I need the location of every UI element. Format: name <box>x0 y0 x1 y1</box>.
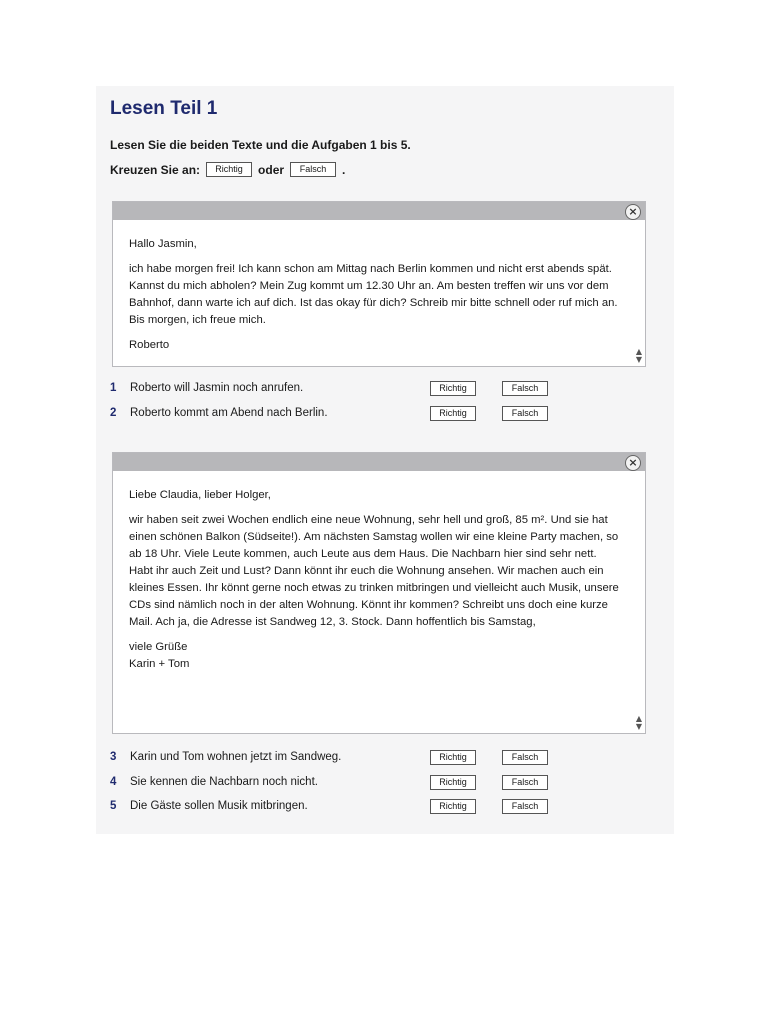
panel-titlebar <box>113 453 645 471</box>
richtig-checkbox[interactable]: Richtig <box>430 406 476 421</box>
question-4 <box>110 774 570 790</box>
richtig-checkbox[interactable]: Richtig <box>430 775 476 790</box>
falsch-sample-chip: Falsch <box>290 162 336 177</box>
message-panel-1 <box>112 201 646 367</box>
question-1 <box>110 380 570 396</box>
instruction-mark <box>110 162 345 177</box>
richtig-checkbox[interactable]: Richtig <box>430 799 476 814</box>
message-text: ich habe morgen frei! Ich kann schon am Mittag nach Berlin kommen und nicht erst abends spät. Kannst du mich abholen? Mein Zug kommt um 12.30 Uhr an. Am besten treffen wir uns vor dem Bahnhof, dann warte ich auf dich. Ist das okay für dich? Schreib mir bitte schnell oder ruf mich an. Bis morgen, ich freue mich. <box>129 263 618 326</box>
message-closing: viele Grüße <box>129 641 188 653</box>
falsch-checkbox[interactable]: Falsch <box>502 406 548 421</box>
falsch-checkbox[interactable]: Falsch <box>502 750 548 765</box>
question-text: Roberto will Jasmin noch anrufen. <box>130 382 304 394</box>
question-5 <box>110 798 570 814</box>
falsch-checkbox[interactable]: Falsch <box>502 775 548 790</box>
question-number: 3 <box>110 751 117 763</box>
richtig-checkbox[interactable]: Richtig <box>430 381 476 396</box>
panel-titlebar <box>113 202 645 220</box>
question-number: 1 <box>110 382 117 394</box>
close-icon[interactable]: × <box>625 204 641 220</box>
question-3 <box>110 749 570 765</box>
question-number: 4 <box>110 776 117 788</box>
question-number: 5 <box>110 800 117 812</box>
question-text: Sie kennen die Nachbarn noch nicht. <box>130 776 318 788</box>
question-number: 2 <box>110 407 117 419</box>
scroll-arrows-icon[interactable]: ▲ ▼ <box>635 347 643 364</box>
question-2 <box>110 405 570 421</box>
question-text: Die Gäste sollen Musik mitbringen. <box>130 800 308 812</box>
close-icon[interactable]: × <box>625 455 641 471</box>
instruction-or: oder <box>258 162 285 177</box>
question-text: Karin und Tom wohnen jetzt im Sandweg. <box>130 751 342 763</box>
message-signature: Karin + Tom <box>129 658 190 670</box>
message-body-1 <box>129 236 619 362</box>
message-signature: Roberto <box>129 339 170 351</box>
message-greeting: Liebe Claudia, lieber Holger, <box>129 489 271 501</box>
message-panel-2 <box>112 452 646 734</box>
instruction-text: Lesen Sie die beiden Texte und die Aufgaben 1 bis 5. <box>110 138 411 152</box>
message-greeting: Hallo Jasmin, <box>129 238 197 250</box>
message-text: wir haben seit zwei Wochen endlich eine neue Wohnung, sehr hell und groß, 85 m². Und sie hat einen schönen Balkon (Südseite!). Am nächsten Samstag wollen wir eine kleine Party machen, so ab 18 Uhr. Viele Leute kommen, auch Leute aus dem Haus. Die Nachbarn hier sind sehr nett. Habt ihr auch Zeit und Lust? Dann könnt ihr euch die Wohnung ansehen. Wir machen auch ein kleines Essen. Ihr könnt gerne noch etwas zu trinken mitbringen und vielleicht auch Musik, unsere CDs sind nämlich noch in der alten Wohnung. Könnt ihr kommen? Schreibt uns doch eine kurze Mail. Ach ja, die Adresse ist Sandweg 12, 3. Stock. Dann hoffentlich bis Samstag, <box>129 514 619 628</box>
page-title: Lesen Teil 1 <box>110 98 218 119</box>
falsch-checkbox[interactable]: Falsch <box>502 381 548 396</box>
instruction-prefix: Kreuzen Sie an: <box>110 162 201 177</box>
message-body-2 <box>129 487 619 673</box>
richtig-sample-chip: Richtig <box>206 162 252 177</box>
falsch-checkbox[interactable]: Falsch <box>502 799 548 814</box>
richtig-checkbox[interactable]: Richtig <box>430 750 476 765</box>
scroll-arrows-icon[interactable]: ▲ ▼ <box>635 714 643 731</box>
instruction-suffix: . <box>342 162 346 177</box>
question-text: Roberto kommt am Abend nach Berlin. <box>130 407 328 419</box>
